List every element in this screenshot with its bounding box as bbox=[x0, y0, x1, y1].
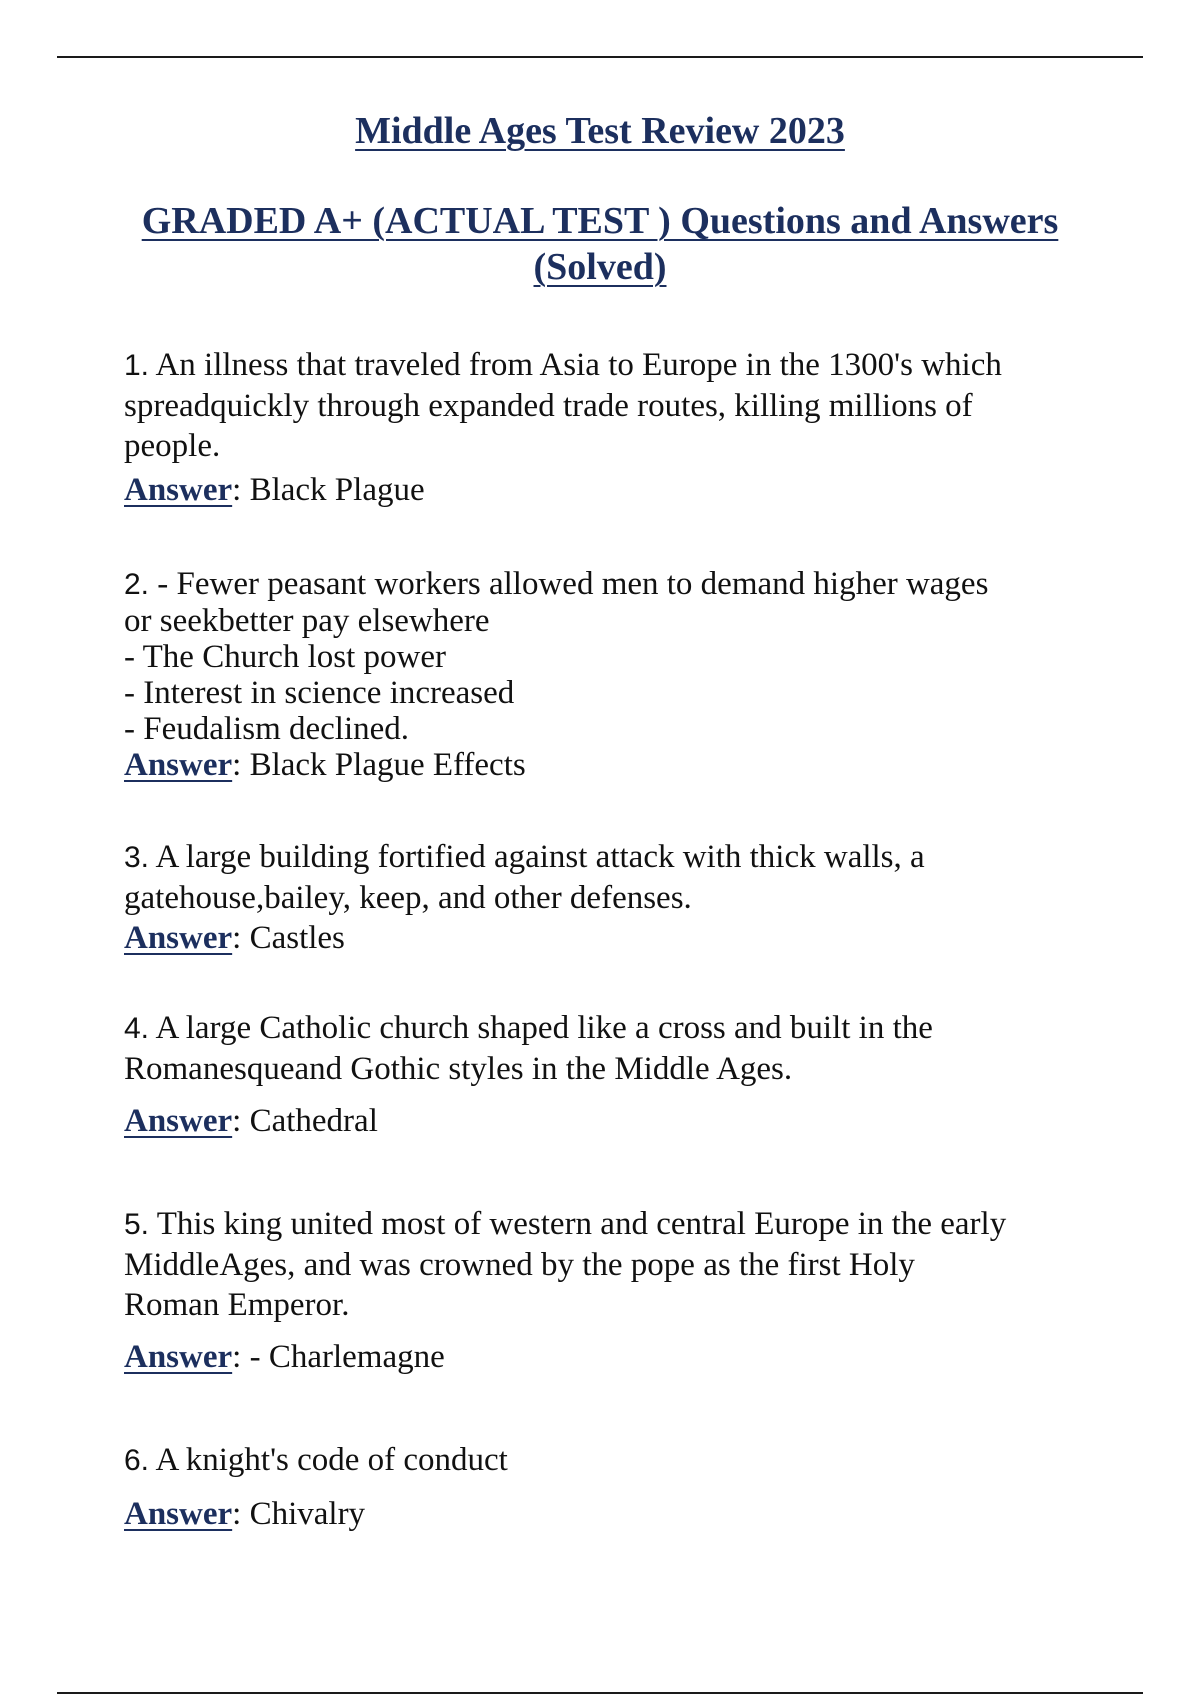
question-block-3 bbox=[124, 837, 1104, 958]
question-block-2 bbox=[124, 566, 1104, 785]
answer-5: Answer: - Charlemagne bbox=[124, 1339, 445, 1375]
answer-value: Chivalry bbox=[249, 1496, 366, 1532]
answer-value: Cathedral bbox=[249, 1103, 378, 1139]
answer-4: Answer: Cathedral bbox=[124, 1103, 378, 1139]
answer-label: Answer bbox=[124, 1103, 233, 1139]
question-text-4: 4. A large Catholic church shaped like a cross and built in the Romanesqueand Gothic styles in the Middle Ages. bbox=[124, 1010, 933, 1087]
answer-label: Answer bbox=[124, 747, 233, 783]
question-number: 6. bbox=[124, 1444, 150, 1477]
top-rule bbox=[57, 56, 1143, 58]
question-number: 1. bbox=[124, 349, 150, 382]
answer-2: Answer: Black Plague Effects bbox=[124, 747, 526, 783]
question-block-1 bbox=[124, 345, 1104, 510]
question-text-2: 2. - Fewer peasant workers allowed men to demand higher wages or seekbetter pay elsewhere - The Church lost power - Interest in science increased - Feudalism declined. bbox=[124, 566, 989, 747]
question-block-6 bbox=[124, 1440, 1104, 1534]
question-number: 5. bbox=[124, 1208, 150, 1241]
document-title: Middle Ages Test Review 2023 bbox=[355, 110, 845, 152]
question-block-4 bbox=[124, 1008, 1104, 1141]
answer-label: Answer bbox=[124, 920, 233, 956]
answer-value: Castles bbox=[249, 920, 345, 956]
question-number: 3. bbox=[124, 841, 150, 874]
question-text-3: 3. A large building fortified against attack with thick walls, a gatehouse,bailey, keep, and other defenses. bbox=[124, 839, 925, 916]
question-number: 2. bbox=[124, 568, 150, 601]
question-text-6: 6. A knight's code of conduct bbox=[124, 1442, 508, 1478]
answer-1: Answer: Black Plague bbox=[124, 472, 425, 508]
subtitle-line-2: (Solved) bbox=[533, 246, 667, 288]
question-text-5: 5. This king united most of western and central Europe in the early MiddleAges, and was crowned by the pope as the first Holy Roman Emperor. bbox=[124, 1206, 1007, 1323]
answer-label: Answer bbox=[124, 1339, 233, 1375]
question-block-5 bbox=[124, 1204, 1104, 1377]
document-subtitle bbox=[90, 198, 1110, 290]
answer-3: Answer: Castles bbox=[124, 920, 345, 956]
answer-value: - Charlemagne bbox=[249, 1339, 445, 1375]
answer-label: Answer bbox=[124, 472, 233, 508]
answer-value: Black Plague Effects bbox=[249, 747, 526, 783]
subtitle-line-1: GRADED A+ (ACTUAL TEST ) Questions and Answers bbox=[141, 200, 1059, 242]
answer-label: Answer bbox=[124, 1496, 233, 1532]
answer-6: Answer: Chivalry bbox=[124, 1496, 366, 1532]
answer-value: Black Plague bbox=[249, 472, 425, 508]
question-text-1: 1. An illness that traveled from Asia to Europe in the 1300's which spreadquickly through expanded trade routes, killing millions of people. bbox=[124, 347, 1002, 464]
bottom-rule bbox=[57, 1692, 1143, 1694]
question-number: 4. bbox=[124, 1012, 150, 1045]
